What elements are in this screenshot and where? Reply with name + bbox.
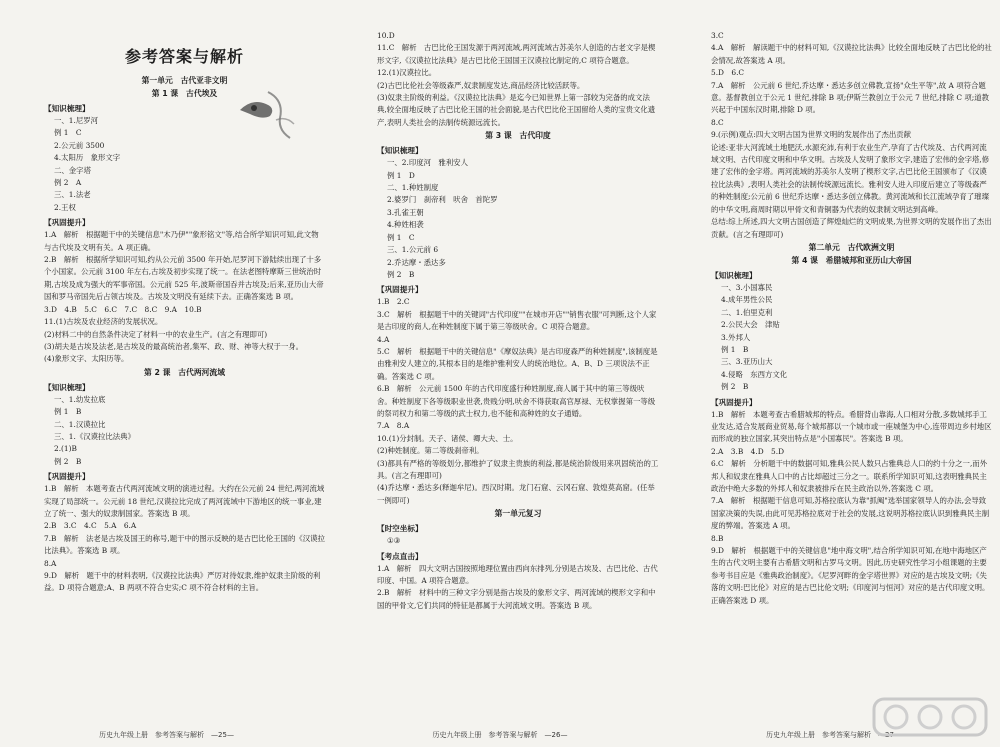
answer-line: 8.A	[44, 558, 57, 568]
answer-line: 2.公元前 3500	[54, 140, 105, 150]
unit-heading: 第二单元 古代欧洲文明	[808, 242, 895, 252]
answer-line: 4.侵略 东西方文化	[721, 369, 788, 379]
lesson-heading: 第 2 课 古代两河流域	[143, 367, 226, 377]
answer-line: (4)象形文字、太阳历等。	[44, 354, 129, 364]
answer-line: 例 1 D	[387, 170, 415, 180]
section-heading: 【知识梳理】	[44, 382, 90, 392]
answer-line: (3)都具有严格的等级划分,都维护了奴隶主贵族的利益,都是统治阶级用来巩固统治的工具。(言之有理即可)	[377, 458, 659, 480]
answer-line: 例 2 B	[54, 456, 82, 466]
answer-line: 论述:亚非大河流域土地肥沃,水源充沛,有利于农业生产,孕育了古代埃及、古代两河流域文明、古代印度文明和中华文明。古埃及人发明了象形文字,建造了宏伟的金字塔,修建了宏伟的金字塔。两河流域的苏美尔人发明了楔形文字,古巴比伦王国颁布了《汉谟拉比法典》,表明人类社会的法制传统源远流长。雅利安人进入印度后建立了等级森严的种姓制度;公元前 6 世纪乔达摩・悉达多创立佛教。黄河流域和长江流域孕育了璀璨的中华文明,商周时期以甲骨文和青铜器为代表的奴隶制文明达到高峰。	[711, 142, 990, 214]
page-footer: 历史九年级上册 参考答案与解析 —27—	[766, 731, 901, 739]
answer-line: 10.D	[377, 31, 395, 40]
answer-line: 7.A 8.A	[377, 421, 410, 431]
answer-page-26	[333, 0, 667, 747]
answer-line: (3)胡夫是古埃及法老,是古埃及的最高统治者,集军、政、财、神等大权于一身。	[44, 341, 304, 351]
section-heading: 【知识梳理】	[711, 270, 757, 280]
answer-line: 例 1 B	[54, 407, 82, 417]
section-heading: 【知识梳理】	[377, 146, 423, 156]
answer-line: 3.C	[711, 31, 724, 40]
answer-line: 1.A 解析 根据题干中的关键信息"木乃伊""象形铭文"等,结合所学知识可知,此文物与古代埃及文明有关。A 项正确。	[44, 230, 319, 252]
answer-list	[711, 30, 992, 607]
lesson-heading: 第 4 课 希腊城邦和亚历山大帝国	[791, 255, 912, 265]
page-footer: 历史九年级上册 参考答案与解析 —26—	[432, 731, 568, 739]
lesson-heading: 第 1 课 古代埃及	[151, 89, 218, 98]
answer-line: 4.A	[377, 334, 390, 344]
answer-line: 二、1.伯里克利	[721, 307, 773, 317]
answer-list	[44, 102, 325, 595]
answer-line: 11.(1)古埃及农业经济的发展状况。	[44, 317, 163, 327]
answer-line: 2.A 3.B 4.D 5.D	[711, 446, 784, 456]
answer-line: 2.王权	[54, 202, 76, 212]
lesson-heading: 第一单元复习	[494, 509, 542, 519]
watermark-logo	[872, 695, 990, 739]
answer-line: (4)乔达摩・悉达多(释迦牟尼)。西汉时期。龙门石窟、云冈石窟、敦煌莫高窟。(任举一例即可)	[377, 483, 655, 505]
answer-line: 9.D 解析 题干中的材料表明,《汉谟拉比法典》严厉对待奴隶,维护奴隶主阶级的利益。D 项符合题意;A、B 两项不符合史实;C 项不符合材料的主旨。	[44, 571, 321, 593]
answer-line: 10.(1)分封制。天子、诸侯、卿大夫、士。	[377, 433, 518, 443]
answer-line: 2.(1)B	[54, 444, 77, 454]
answer-line: 4.A 解析 解读题干中的材料可知,《汉谟拉比法典》比较全面地反映了古巴比伦的社会情况,故答案选 A 项。	[711, 43, 992, 65]
answer-line: 7.A 解析 根据题干信息可知,苏格拉底认为靠"抓阄"选举国家领导人的办法,会导致国家决策的失误,由此可见苏格拉底对于社会的发展,这说明苏格拉底认识到雅典民主制度的弊端。答案选 A 项。	[711, 496, 990, 531]
answer-line: 二、金字塔	[54, 165, 91, 175]
answer-line: 例 2 A	[54, 178, 82, 188]
answer-line: 例 1 C	[387, 232, 415, 242]
answer-line: 2.婆罗门 刹帝利 吠舍 首陀罗	[387, 195, 498, 205]
page-title: 参考答案与解析	[124, 47, 244, 66]
section-heading: 【巩固提升】	[711, 397, 757, 407]
answer-line: 3.孔雀王朝	[387, 207, 424, 217]
answer-line: 例 1 B	[721, 344, 749, 354]
answer-line: 5.D 6.C	[711, 68, 745, 78]
answer-line: 三、1.法老	[54, 190, 91, 200]
answer-line: 三、3.亚历山大	[721, 357, 773, 367]
answer-line: 1.B 解析 本题考查古希腊城邦的特点。希腊背山靠海,人口相对分散,多数城邦手工业发达,适合发展商业贸易,每个城邦都以一个城市或一座城堡为中心,连带周边乡村地区而形成的独立国家,其突出特点是"小国寡民"。答案选 B 项。	[711, 409, 992, 444]
answer-line: 1.B 2.C	[377, 297, 410, 307]
answer-line: 9.(示例)观点:四大文明古国为世界文明的发展作出了杰出贡献	[711, 130, 912, 140]
answer-line: 2.公民大会 津贴	[721, 320, 780, 330]
answer-line: 一、2.印度河 雅利安人	[387, 158, 468, 168]
answer-line: (3)奴隶主阶级的利益。《汉谟拉比法典》是迄今已知世界上第一部较为完备的成文法典,较全面地反映了古巴比伦王国的社会面貌,是古代巴比伦王国留给人类的宝贵文化遗产,表明人类社会的法制传统源远流长。	[377, 93, 656, 127]
answer-line: 12.(1)汉谟拉比。	[377, 68, 437, 78]
answer-line: 二、1.种姓制度	[387, 183, 439, 193]
answer-line: (2)种姓制度。第二等级刹帝利。	[377, 446, 484, 456]
unit-heading: 第一单元 古代亚非文明	[141, 76, 228, 85]
lesson-heading: 第 3 课 古代印度	[485, 131, 551, 141]
answer-line: 三、1.《汉谟拉比法典》	[54, 431, 135, 441]
answer-line: 6.B 解析 公元前 1500 年的古代印度盛行种姓制度,商人属于其中的第三等级吠舍。种姓制度下各等级职业世袭,贵贱分明,吠舍不得获取高官厚禄、无权掌握第一等级的祭司权力和第二等级的武士权力,也不能和高种姓的女子通婚。	[377, 384, 656, 418]
answer-line: 一、3.小国寡民	[721, 282, 773, 292]
answer-line: 2.B 解析 根据所学知识可知,约从公元前 3500 年开始,尼罗河下游陆续出现了十多个小国家。公元前 3100 年左右,古埃及初步实现了统一。在法老图特摩斯三世统治时期,古埃及成为强大的军事帝国。公元前 525 年,波斯帝国吞并古埃及;后来,亚历山大帝国和罗马帝国先后占领古埃及。古埃及文明没有延续下去。正确答案选 B 项。	[44, 255, 324, 302]
answer-line: 一、1.幼发拉底	[54, 394, 106, 404]
answer-line: 一、1.尼罗河	[54, 116, 99, 125]
answer-line: 4.成年男性公民	[721, 295, 773, 305]
answer-line: 2.B 3.C 4.C 5.A 6.A	[44, 521, 137, 531]
answer-page-25	[0, 0, 333, 747]
answer-line: 例 1 C	[54, 128, 82, 138]
answer-line: 6.C 解析 分析题干中的数据可知,雅典公民人数只占雅典总人口的约十分之一,而外邦人和奴隶在雅典人口中的占比却超过三分之一。联系所学知识可知,这表明雅典民主政治中绝大多数的外邦人和奴隶被排斥在民主政治以外,答案选 C 项。	[711, 459, 988, 493]
answer-line: 2.B 解析 材料中的三种文字分别是指古埃及的象形文字、两河流域的楔形文字和中国的甲骨文,它们共同的特征是都属于大河流域文明。答案选 B 项。	[377, 588, 656, 610]
answer-page-27	[667, 0, 1000, 747]
answer-line: 例 2 B	[387, 269, 415, 279]
answer-line: 11.C 解析 古巴比伦王国发源于两河流域,两河流域古苏美尔人创造的古老文字是楔形文字,《汉谟拉比法典》是古巴比伦王国国王汉谟拉比制定的,C 项符合题意。	[377, 43, 656, 65]
answer-line: 总结:综上所述,四大文明古国创造了辉煌灿烂的文明成果,为世界文明的发展作出了杰出贡献。(言之有理即可)	[711, 217, 992, 239]
answer-line: 例 2 B	[721, 382, 749, 392]
answer-line: 9.D 解析 根据题干中的关键信息"地中海文明",结合所学知识可知,在地中海地区产生的古代文明主要有古希腊文明和古罗马文明。因此,历史研究性学习小组课题的主要参考书目应是《雅典政治制度》。《尼罗河畔的金字塔世界》对应的是古埃及文明;《失落的文明:巴比伦》对应的是古巴比伦文明;《印度河与恒河》对应的是古代印度文明。正确答案选 D 项。	[711, 546, 990, 605]
answer-line: 7.B 解析 法老是古埃及国王的称号,题干中的图示反映的是古巴比伦王国的《汉谟拉比法典》。答案选 B 项。	[44, 533, 325, 556]
section-heading: 【考点直击】	[377, 551, 423, 561]
answer-line: 2.乔达摩・悉达多	[387, 257, 446, 267]
answer-line: 1.B 解析 本题考查古代两河流域文明的演进过程。大约在公元前 24 世纪,两河流域实现了局部统一。公元前 18 世纪,汉谟拉比完成了两河流域中下游地区的统一事业,建立了统一、强大的奴隶制国家。答案选 B 项。	[44, 484, 325, 518]
answer-line: ①③	[387, 536, 401, 546]
answer-line: 4.种姓相袭	[387, 220, 424, 230]
answer-line: 三、1.公元前 6	[387, 245, 439, 255]
section-heading: 【巩固提升】	[44, 472, 90, 482]
section-heading: 【巩固提升】	[44, 218, 90, 228]
answer-line: (2)古巴比伦社会等级森严,奴隶制度发达,商品经济比较活跃等。	[377, 80, 585, 90]
answer-line: 3.D 4.B 5.C 6.C 7.C 8.C 9.A 10.B	[44, 304, 202, 314]
answer-line: 二、1.汉谟拉比	[54, 419, 106, 429]
answer-line: 5.C 解析 根据题干中的关键信息"《摩奴法典》是古印度森严的种姓制度",该制度是由雅利安人建立的,其根本目的是维护雅利安人的统治地位。A、B、D 三项说法不正确。答案选 C 项。	[377, 346, 658, 381]
answer-list	[377, 30, 659, 612]
answer-line: 3.C 解析 根据题干中的关键词"古代印度""在城市开店""销售衣服"可判断,这个人家是古印度的商人,在种姓制度下属于第三等级吠舍。C 项符合题意。	[377, 309, 657, 332]
answer-line: 8.C	[711, 117, 724, 127]
section-heading: 【时空坐标】	[377, 524, 423, 534]
answer-line: (2)材料二中的自然条件决定了材料一中的农业生产。(言之有理即可)	[44, 329, 268, 339]
answer-line: 8.B	[711, 533, 724, 543]
section-heading: 【知识梳理】	[44, 104, 90, 113]
section-heading: 【巩固提升】	[377, 285, 423, 295]
answer-line: 4.太阳历 象形文字	[54, 153, 121, 163]
page-footer: 历史九年级上册 参考答案与解析 —25—	[99, 731, 234, 739]
answer-line: 3.外邦人	[721, 332, 751, 342]
answer-line: 1.A 解析 四大文明古国按照地理位置由西向东排列,分别是古埃及、古巴比伦、古代印度、中国。A 项符合题意。	[377, 563, 658, 586]
answer-line: 7.A 解析 公元前 6 世纪,乔达摩・悉达多创立佛教,宣扬"众生平等",故 A 项符合题意。基督教创立于公元 1 世纪,排除 B 项;伊斯兰教创立于公元 7 世纪,排除 C 项;道教兴起于中国东汉时期,排除 D 项。	[711, 80, 990, 115]
